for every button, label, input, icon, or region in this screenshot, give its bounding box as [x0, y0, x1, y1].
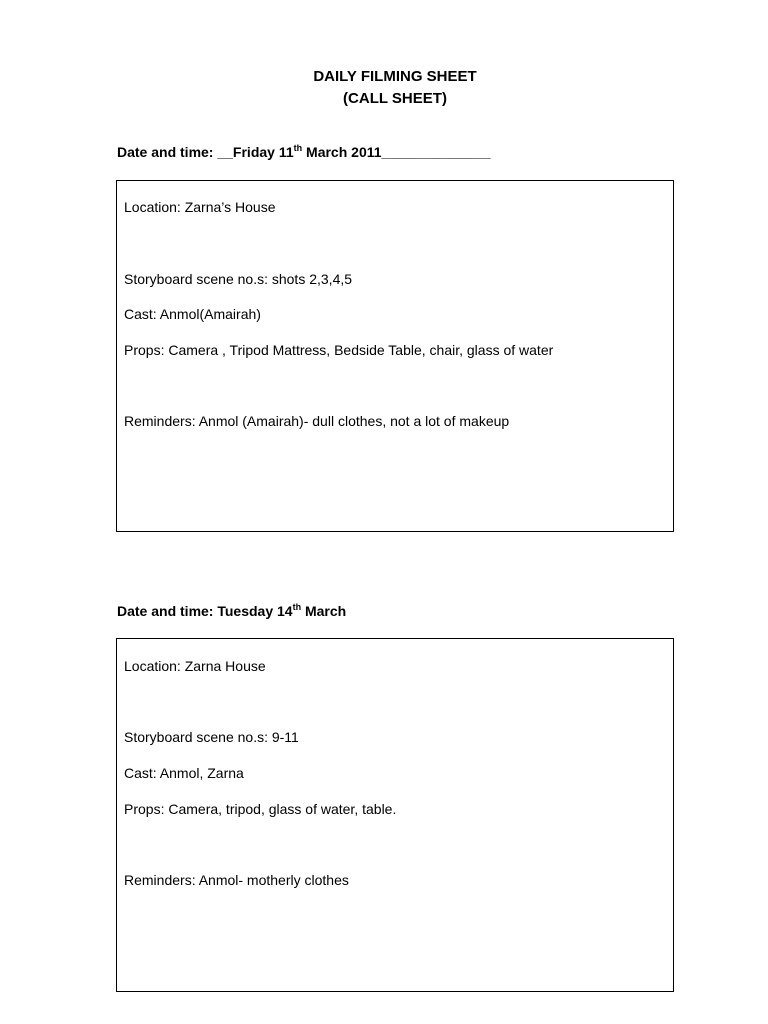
reminders-line: Reminders: Anmol (Amairah)- dull clothes, not a lot of makeup	[124, 413, 510, 429]
cast-line: Cast: Anmol, Zarna	[124, 765, 244, 781]
storyboard-line: Storyboard scene no.s: 9-11	[124, 729, 299, 745]
document-title: DAILY FILMING SHEET	[313, 68, 477, 85]
call-sheet-box-2	[116, 638, 674, 992]
location-line: Location: Zarna House	[124, 658, 266, 674]
call-sheet-box-1	[116, 180, 674, 532]
date-time-value: __Friday 11th March 2011______________	[217, 143, 491, 160]
date-time-value: Tuesday 14th March	[217, 602, 347, 619]
date-time-label: Date and time:	[117, 603, 214, 619]
document-subtitle: (CALL SHEET)	[343, 90, 447, 107]
location-line: Location: Zarna’s House	[124, 199, 276, 215]
props-line: Props: Camera, tripod, glass of water, table.	[124, 801, 397, 817]
date-time-line-1	[117, 144, 491, 160]
storyboard-line: Storyboard scene no.s: shots 2,3,4,5	[124, 271, 353, 287]
date-time-label: Date and time:	[117, 144, 214, 160]
cast-line: Cast: Anmol(Amairah)	[124, 306, 261, 322]
date-ordinal: th	[293, 143, 303, 153]
date-ordinal: th	[292, 602, 302, 612]
reminders-line: Reminders: Anmol- motherly clothes	[124, 872, 349, 888]
date-time-line-2	[117, 603, 346, 619]
props-line: Props: Camera , Tripod Mattress, Bedside Table, chair, glass of water	[124, 342, 554, 358]
